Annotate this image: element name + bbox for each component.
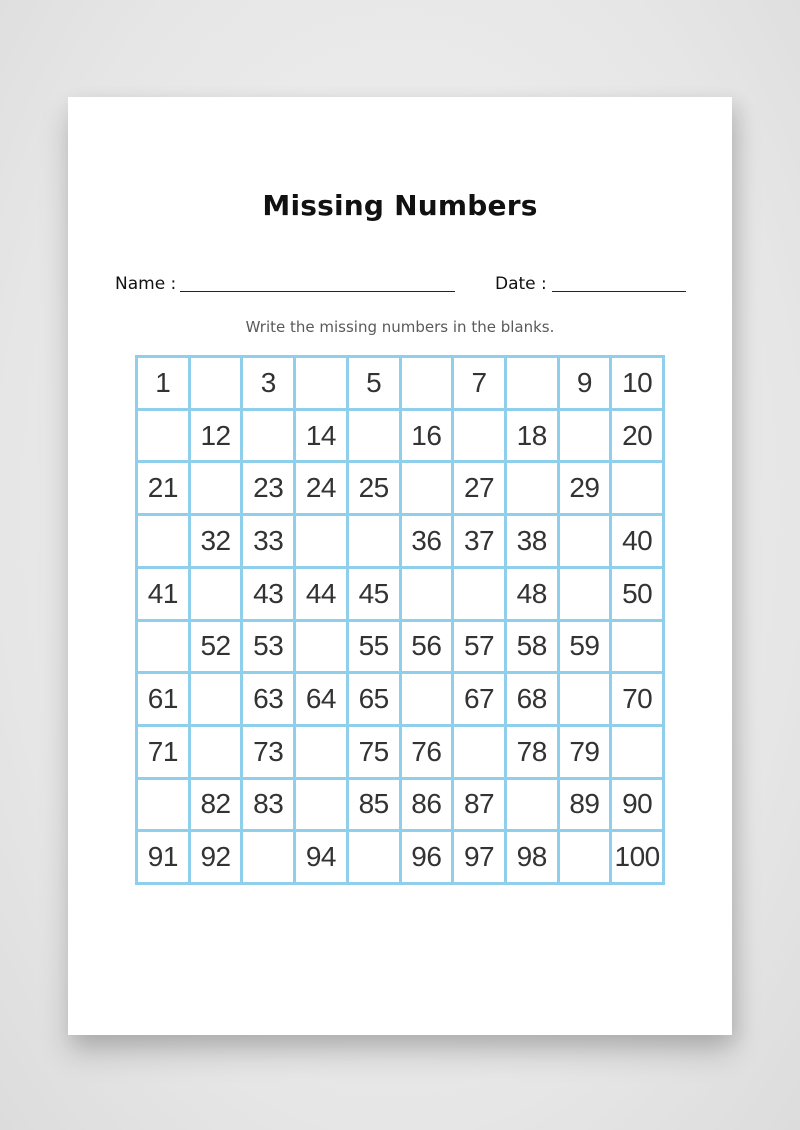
- blank-cell[interactable]: [296, 622, 346, 672]
- number-cell: 18: [507, 411, 557, 461]
- number-cell: 9: [560, 358, 610, 408]
- number-cell: 7: [454, 358, 504, 408]
- number-cell: 59: [560, 622, 610, 672]
- number-cell: 75: [349, 727, 399, 777]
- number-grid: [135, 355, 665, 885]
- number-cell: 94: [296, 832, 346, 882]
- blank-cell[interactable]: [507, 463, 557, 513]
- blank-cell[interactable]: [560, 516, 610, 566]
- blank-cell[interactable]: [454, 411, 504, 461]
- number-cell: 65: [349, 674, 399, 724]
- number-cell: 32: [191, 516, 241, 566]
- blank-cell[interactable]: [138, 411, 188, 461]
- blank-cell[interactable]: [138, 780, 188, 830]
- number-cell: 27: [454, 463, 504, 513]
- number-cell: 58: [507, 622, 557, 672]
- name-field[interactable]: [180, 291, 455, 292]
- blank-cell[interactable]: [243, 411, 293, 461]
- instructions-text: Write the missing numbers in the blanks.: [245, 318, 555, 336]
- blank-cell[interactable]: [560, 411, 610, 461]
- blank-cell[interactable]: [296, 727, 346, 777]
- blank-cell[interactable]: [191, 674, 241, 724]
- blank-cell[interactable]: [296, 358, 346, 408]
- number-cell: 21: [138, 463, 188, 513]
- number-cell: 36: [402, 516, 452, 566]
- blank-cell[interactable]: [191, 727, 241, 777]
- blank-cell[interactable]: [507, 780, 557, 830]
- number-cell: 63: [243, 674, 293, 724]
- number-cell: 91: [138, 832, 188, 882]
- blank-cell[interactable]: [243, 832, 293, 882]
- number-cell: 52: [191, 622, 241, 672]
- number-cell: 33: [243, 516, 293, 566]
- number-cell: 56: [402, 622, 452, 672]
- number-cell: 3: [243, 358, 293, 408]
- blank-cell[interactable]: [402, 569, 452, 619]
- number-cell: 55: [349, 622, 399, 672]
- number-cell: 40: [612, 516, 662, 566]
- number-cell: 98: [507, 832, 557, 882]
- blank-cell[interactable]: [349, 411, 399, 461]
- number-cell: 38: [507, 516, 557, 566]
- number-cell: 100: [612, 832, 662, 882]
- number-cell: 79: [560, 727, 610, 777]
- blank-cell[interactable]: [612, 622, 662, 672]
- number-cell: 25: [349, 463, 399, 513]
- date-field[interactable]: [552, 291, 686, 292]
- blank-cell[interactable]: [402, 674, 452, 724]
- blank-cell[interactable]: [296, 516, 346, 566]
- blank-cell[interactable]: [191, 569, 241, 619]
- number-cell: 86: [402, 780, 452, 830]
- worksheet-page: [68, 97, 732, 1035]
- number-cell: 83: [243, 780, 293, 830]
- blank-cell[interactable]: [560, 674, 610, 724]
- number-cell: 14: [296, 411, 346, 461]
- name-label: Name :: [115, 274, 177, 294]
- number-cell: 89: [560, 780, 610, 830]
- number-cell: 16: [402, 411, 452, 461]
- blank-cell[interactable]: [560, 569, 610, 619]
- number-cell: 68: [507, 674, 557, 724]
- number-cell: 78: [507, 727, 557, 777]
- blank-cell[interactable]: [612, 727, 662, 777]
- number-cell: 64: [296, 674, 346, 724]
- blank-cell[interactable]: [454, 569, 504, 619]
- number-cell: 71: [138, 727, 188, 777]
- blank-cell[interactable]: [349, 832, 399, 882]
- blank-cell[interactable]: [402, 463, 452, 513]
- blank-cell[interactable]: [349, 516, 399, 566]
- blank-cell[interactable]: [402, 358, 452, 408]
- blank-cell[interactable]: [191, 463, 241, 513]
- number-cell: 24: [296, 463, 346, 513]
- number-cell: 37: [454, 516, 504, 566]
- number-cell: 53: [243, 622, 293, 672]
- number-cell: 67: [454, 674, 504, 724]
- blank-cell[interactable]: [612, 463, 662, 513]
- blank-cell[interactable]: [454, 727, 504, 777]
- page-title: Missing Numbers: [262, 189, 538, 222]
- blank-cell[interactable]: [138, 516, 188, 566]
- number-cell: 90: [612, 780, 662, 830]
- blank-cell[interactable]: [560, 832, 610, 882]
- number-cell: 70: [612, 674, 662, 724]
- number-cell: 23: [243, 463, 293, 513]
- blank-cell[interactable]: [191, 358, 241, 408]
- number-cell: 85: [349, 780, 399, 830]
- number-cell: 20: [612, 411, 662, 461]
- number-cell: 96: [402, 832, 452, 882]
- number-cell: 87: [454, 780, 504, 830]
- number-cell: 1: [138, 358, 188, 408]
- number-cell: 76: [402, 727, 452, 777]
- number-cell: 61: [138, 674, 188, 724]
- number-cell: 10: [612, 358, 662, 408]
- number-cell: 97: [454, 832, 504, 882]
- number-cell: 73: [243, 727, 293, 777]
- date-label: Date :: [495, 274, 547, 294]
- number-cell: 50: [612, 569, 662, 619]
- number-cell: 44: [296, 569, 346, 619]
- blank-cell[interactable]: [296, 780, 346, 830]
- number-cell: 82: [191, 780, 241, 830]
- number-cell: 48: [507, 569, 557, 619]
- number-cell: 57: [454, 622, 504, 672]
- number-cell: 5: [349, 358, 399, 408]
- number-cell: 92: [191, 832, 241, 882]
- number-cell: 12: [191, 411, 241, 461]
- blank-cell[interactable]: [138, 622, 188, 672]
- number-cell: 45: [349, 569, 399, 619]
- number-cell: 43: [243, 569, 293, 619]
- blank-cell[interactable]: [507, 358, 557, 408]
- number-cell: 29: [560, 463, 610, 513]
- number-cell: 41: [138, 569, 188, 619]
